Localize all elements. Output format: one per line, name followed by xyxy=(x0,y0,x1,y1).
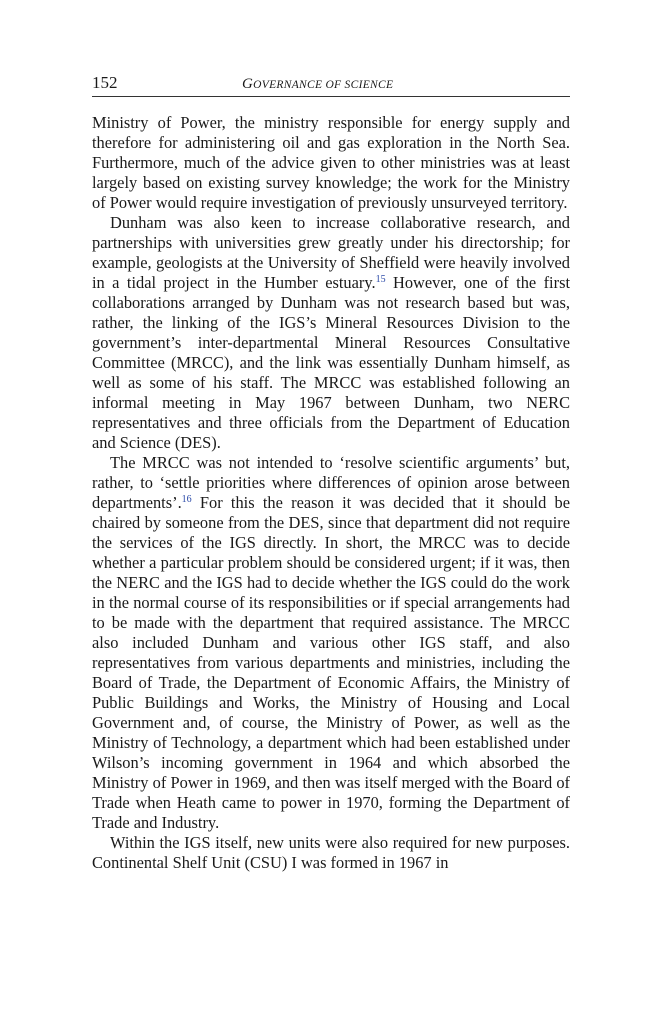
page-number: 152 xyxy=(92,73,118,92)
footnote-ref-16[interactable]: 16 xyxy=(181,494,192,505)
paragraph xyxy=(92,833,570,873)
running-title xyxy=(242,73,393,96)
paragraph xyxy=(92,113,570,213)
running-title-rest: OVERNANCE OF SCIENCE xyxy=(253,79,394,91)
paragraph-text: Within the IGS itself, new units were also required for new purposes. Continental Shelf Unit (CSU) I was formed in 1967 in xyxy=(92,833,570,872)
body-text xyxy=(92,113,570,873)
running-header xyxy=(92,72,570,97)
running-title-initial: G xyxy=(242,76,254,92)
paragraph-text: However, one of the first collaborations arranged by Dunham was not research based but was, rather, the linking of the IGS’s Mineral Resources Division to the government’s inter-departmental Mineral Resources Consultative Committee (MRCC), and the link was essentially Dunham himself, as well as some of his staff. The MRCC was established following an informal meeting in May 1967 between Dunham, two NERC representatives and three officials from the Department of Education and Science (DES). xyxy=(92,273,570,452)
paragraph-text: The MRCC was not intended to ‘resolve scientific arguments’ but, rather, to ‘settle priorities where differences of opinion arose between departments’. xyxy=(92,453,570,512)
paragraph xyxy=(92,453,570,833)
paragraph-text: Ministry of Power, the ministry responsible for energy supply and therefore for administering oil and gas exploration in the North Sea. Furthermore, much of the advice given to other ministries was at least largely based on existing survey knowledge; the work for the Ministry of Power would require investigation of previously unsurveyed territory. xyxy=(92,113,570,212)
footnote-ref-15[interactable]: 15 xyxy=(375,274,386,285)
paragraph xyxy=(92,213,570,453)
paragraph-text: For this the reason it was decided that it should be chaired by someone from the DES, since that department did not require the services of the IGS directly. In short, the MRCC was to decide whether a particular problem should be considered urgent; if it was, then the NERC and the IGS had to decide whether the IGS could do the work in the normal course of its responsibilities or if special arrangements had to be made with the department that required assistance. The MRCC also included Dunham and various other IGS staff, and also representatives from various departments and ministries, including the Board of Trade, the Department of Economic Affairs, the Ministry of Public Buildings and Works, the Ministry of Housing and Local Government and, of course, the Ministry of Power, as well as the Ministry of Technology, a department which had been established under Wilson’s incoming government in 1964 and which absorbed the Ministry of Power in 1969, and then was itself merged with the Board of Trade when Heath came to power in 1970, forming the Department of Trade and Industry. xyxy=(92,493,570,832)
paragraph-text: Dunham was also keen to increase collaborative research, and partnerships with universities grew greatly under his directorship; for example, geologists at the University of Sheffield were heavily involved in a tidal project in the Humber estuary. xyxy=(92,213,570,292)
